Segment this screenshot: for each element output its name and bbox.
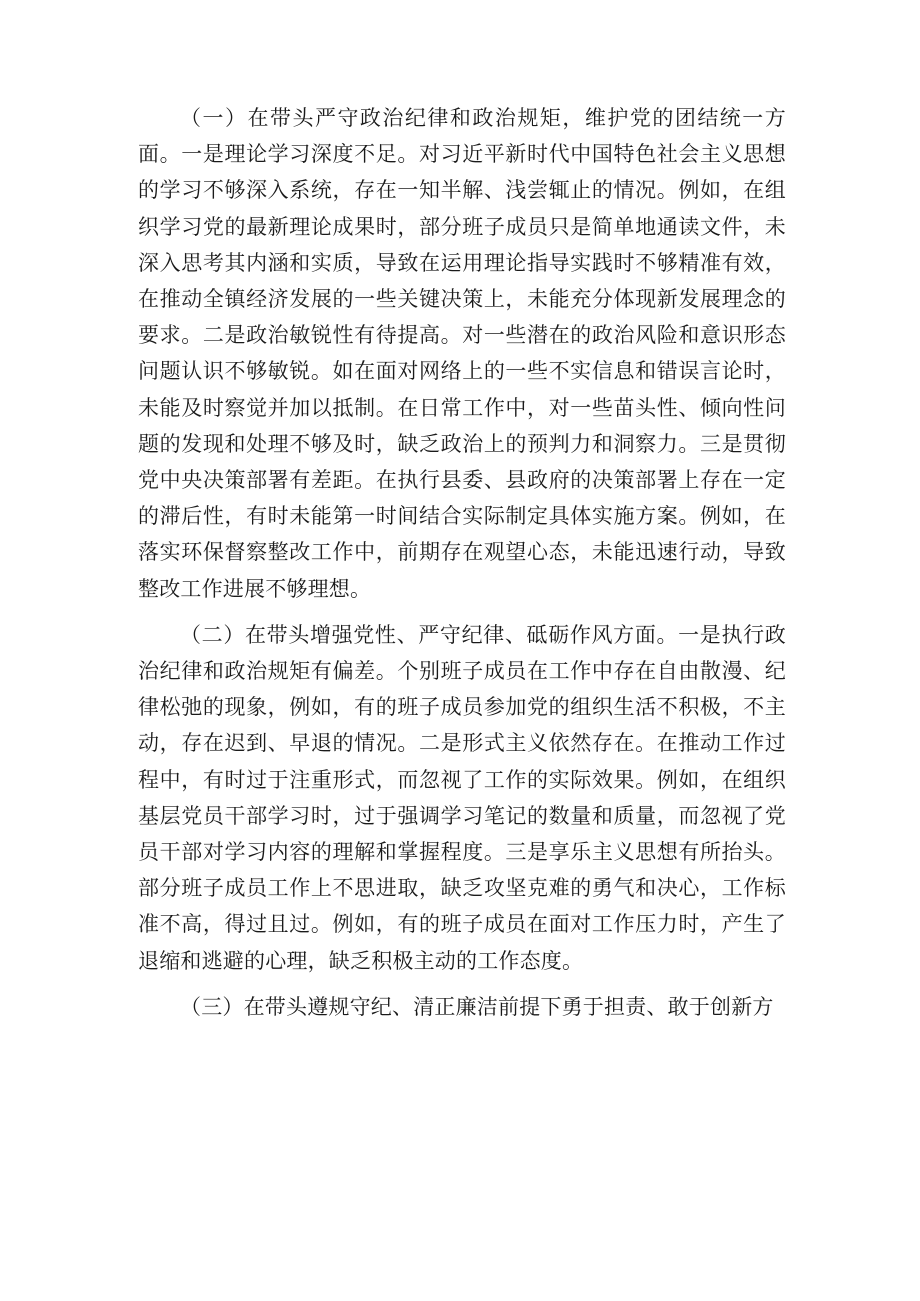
paragraph-section-3: （三）在带头遵规守纪、清正廉洁前提下勇于担责、敢于创新方: [180, 994, 774, 1019]
paragraph-section-1: （一）在带头严守政治纪律和政治规矩，维护党的团结统一方面。一是理论学习深度不足。对习近平新时代中国特色社会主义思想的学习不够深入系统，存在一知半解、浅尝辄止的情况。例如，在组织学习党的最新理论成果时，部分班子成员只是简单地通读文件，未深入思考其内涵和实质，导致在运用理论指导实践时不够精准有效，在推动全镇经济发展的一些关键决策上，未能充分体现新发展理念的要求。二是政治敏锐性有待提高。对一些潜在的政治风险和意识形态问题认识不够敏锐。如在面对网络上的一些不实信息和错误言论时，未能及时察觉并加以抵制。在日常工作中，对一些苗头性、倾向性问题的发现和处理不够及时，缺乏政治上的预判力和洞察力。三是贯彻党中央决策部署有差距。在执行县委、县政府的决策部署上存在一定的滞后性，有时未能第一时间结合实际制定具体实施方案。例如，在落实环保督察整改工作中，前期存在观望心态，未能迅速行动，导致整改工作进展不够理想。: [138, 106, 786, 601]
document-body: [138, 100, 786, 1035]
paragraph-section-2: （二）在带头增强党性、严守纪律、砥砺作风方面。一是执行政治纪律和政治规矩有偏差。个别班子成员在工作中存在自由散漫、纪律松弛的现象，例如，有的班子成员参加党的组织生活不积极，不主动，存在迟到、早退的情况。二是形式主义依然存在。在推动工作过程中，有时过于注重形式，而忽视了工作的实际效果。例如，在组织基层党员干部学习时，过于强调学习笔记的数量和质量，而忽视了党员干部对学习内容的理解和掌握程度。三是享乐主义思想有所抬头。部分班子成员工作上不思进取，缺乏攻坚克难的勇气和决心，工作标准不高，得过且过。例如，有的班子成员在面对工作压力时，产生了退缩和逃避的心理，缺乏积极主动的工作态度。: [138, 622, 786, 973]
